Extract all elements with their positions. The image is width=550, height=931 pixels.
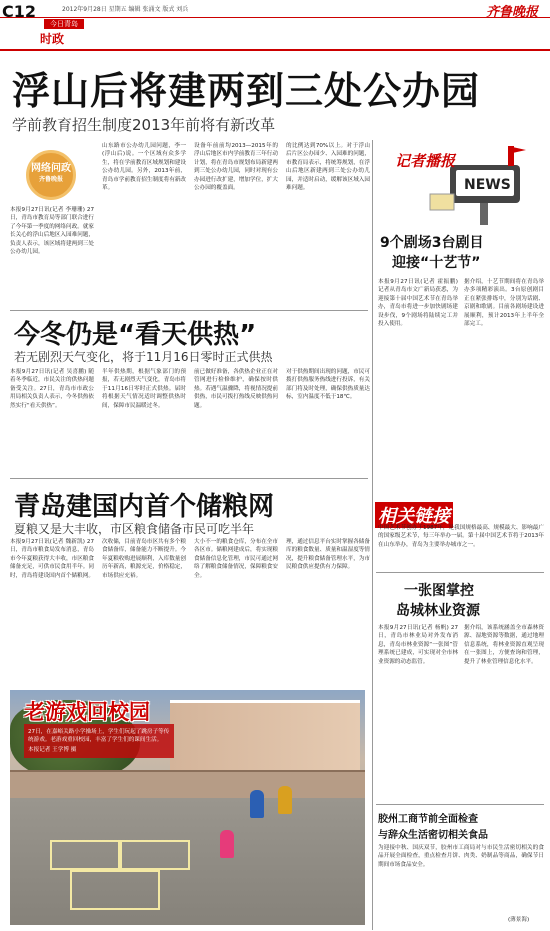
forest-col-1: 本报9月27日讯(记者 杨帆) 27日，青岛市林业局对外发布消息，青岛市林业资源“一张图”管理系统已建成，可实现对全市林业资源的动态监管。 <box>378 625 458 665</box>
forest-col-2: 据介绍，该系统涵盖全市森林资源、湿地资源等数据，通过地理信息系统，将林业资源直观呈现在一张图上，方便查询和管理，提升了林业管理信息化水平。 <box>464 625 544 665</box>
grain-col-3: 大小不一的粮食仓库，分布在全市各区市。储粮网建成后，将实现粮食储备信息化管理，市民可通过网络了解粮食储备情况，保障粮食安全。 <box>194 539 278 579</box>
section-tag: 今日青岛 <box>44 19 84 29</box>
photo-title: 老游戏回校园 <box>24 700 150 724</box>
logo-subtext: 齐鲁晚报 <box>38 176 63 183</box>
grain-col-2: 次收储，目前青岛市区共有多个粮食储备库，储备能力不断提升。今年夏粮收购进展顺利，入库数量创历年新高，粮源充足，价格稳定，市场供应充裕。 <box>102 539 186 579</box>
heating-headline: 今冬仍是“看天供热” <box>14 320 257 350</box>
lead-col-1: 本报9月27日讯(记者 李珊珊) 27日，青岛市教育局等部门联合进行了今年第一季度的网络问政。就家长关心的浮山后地区入园难问题，负责人表示，该区域将建两到三处公办幼儿园。 <box>10 207 94 256</box>
child <box>250 790 264 818</box>
child <box>220 830 234 858</box>
theatre-headline-2: 迎接“十艺节” <box>392 255 481 271</box>
heating-col-1: 本报9月27日讯(记者 吴喜鹏) 随着冬季临近，市民关注的供热问题备受关注。27日，青岛市市政公用局相关负责人表示，今冬供热依然实行“看天供热”。 <box>10 369 94 409</box>
heating-col-4: 对于供热期间出现的问题，市民可拨打供热服务热线进行投诉，有关部门将及时处理，确保供热质量达标，室内温度不低于18℃。 <box>286 369 370 401</box>
hopscotch-square <box>70 870 160 910</box>
industry-headline-1: 胶州工商节前全面检查 <box>378 814 478 825</box>
industry-body: 为迎接中秋、国庆双节，胶州市工商局对与市民生活密切相关的食品开展全面检查，重点检查月饼、肉类、奶制品等商品，确保节日期间市场食品安全。 <box>378 845 544 868</box>
lead-col-4: 的比例达到70%以上。对于浮山后片区公办园少、入园难的问题，市教育局表示，将统筹规划，在浮山后地区新建两到三处公办幼儿园，并适时启动，缓解该区域入园难问题。 <box>286 143 370 192</box>
logo-text: 网络问政 <box>31 163 71 174</box>
lead-col-3: 设备年前前均2013—2015年的浮山后地区市内学前教育三年行动计划，将在青岛市规划布局新建两到三处公办幼儿园，同时对现有公办园进行改扩建，增加学位，扩大公办园的覆盖面。 <box>194 143 278 192</box>
hopscotch-square <box>120 840 190 870</box>
page-header <box>0 0 550 21</box>
grain-col-1: 本报9月27日讯(记者 魏新凯) 27日，青岛市粮食局发布消息，青岛市今年夏粮获得大丰收，市区粮食储备充足，可供市民食用半年。同时，青岛将建设国内首个储粮网。 <box>10 539 94 579</box>
photo-credit: 本报记者 王学博 摄 <box>28 747 77 753</box>
header-divider <box>0 49 550 51</box>
photo-caption: 27日，在嘉峪关路小学操场上，学生们玩起了跳房子等传统游戏。老游戏重回校园，丰富了学生们的课间生活。 本报记者 王学博 摄 <box>24 724 174 758</box>
related-link-label: 相关链接 <box>375 502 453 528</box>
hopscotch-square <box>50 840 120 870</box>
theatre-col-1: 本报9月27日讯(记者 霍振鹏) 记者从青岛市文广新局获悉，为迎接第十届中国艺术节在青岛举办，青岛市将进一步加快剧场建设步伐，9个剧场将陆续完工并投入使用。 <box>378 279 458 328</box>
section-rule <box>10 478 368 479</box>
date-line: 2012年9月28日 星期五 编辑 张涌文 版式 刘兵 <box>62 6 189 13</box>
industry-credit: (薄景海) <box>508 917 530 923</box>
wall <box>10 770 365 798</box>
section-rule <box>376 572 544 573</box>
grain-subhead: 夏粮又是大丰收，市区粮食储备市民可吃半年 <box>14 522 255 536</box>
forest-headline-1: 一张图掌控 <box>404 583 474 599</box>
lead-subhead: 学前教育招生制度2013年前将有新改革 <box>12 116 276 134</box>
heating-col-3: 前已做好准备，各供热企业正在对管网进行检修维护，确保按时供热。若遇气温骤降，将视情况提前供热，市民可拨打热线反映供热问题。 <box>194 369 278 409</box>
reporter-broadcast-label: 记者播报 <box>395 152 456 170</box>
network-politics-logo <box>26 150 76 200</box>
heating-subhead: 若无剧烈天气变化，将于11月16日零时正式供热 <box>14 350 273 364</box>
industry-headline-2: 与辞众生活密切相关食品 <box>378 830 488 841</box>
section-rule <box>10 310 368 311</box>
forest-headline-2: 岛城林业资源 <box>396 603 480 619</box>
column-rule <box>372 140 373 930</box>
svg-text:NEWS: NEWS <box>464 177 511 193</box>
school-building <box>170 700 360 770</box>
theatre-headline-1: 9个剧场3台剧目 <box>380 235 484 251</box>
page-number: C12 <box>2 2 37 21</box>
lead-headline: 浮山后将建两到三处公办园 <box>12 69 481 113</box>
theatre-col-2: 据介绍，十艺节期间将在青岛举办多项精彩演出。3台原创剧目正在紧张排练中，分别为话剧、京剧和歌剧。目前各剧场建设进展顺利，预计2013年上半年全部完工。 <box>464 279 544 328</box>
section-name: 时政 <box>40 32 65 46</box>
schoolyard-photo <box>10 690 365 925</box>
heating-col-2: 半年供热期，根据气象部门的预报，若无剧烈天气变化，青岛市将于11月16日零时正式供热。届时将根据天气情况适时调整供热时间，保障市民温暖过冬。 <box>102 369 186 409</box>
lead-col-2: 山东路市公办幼儿园问题，李一(浮山后)说。一个区域有众多学生，将在学前教育区域规划和建设公办幼儿园。另外，2013年前，青岛市学前教育招生制度将有新改革。 <box>102 143 186 192</box>
grain-headline: 青岛建国内首个储粮网 <box>14 492 275 522</box>
child <box>278 786 292 814</box>
related-link-text: 中国艺术节创办于1987年，是我国规格最高、规模最大、影响最广的国家级艺术节，每三年举办一届。第十届中国艺术节将于2013年在山东举办，青岛为主要举办城市之一。 <box>378 525 544 548</box>
grain-col-4: 理，通过信息平台实时掌握各储备库的粮食数量、质量和温湿度等情况，提升粮食储备管理水平，为市民粮食供应提供有力保障。 <box>286 539 370 571</box>
newspaper-brand: 齐鲁晚报 <box>485 5 538 20</box>
section-rule <box>376 804 544 805</box>
